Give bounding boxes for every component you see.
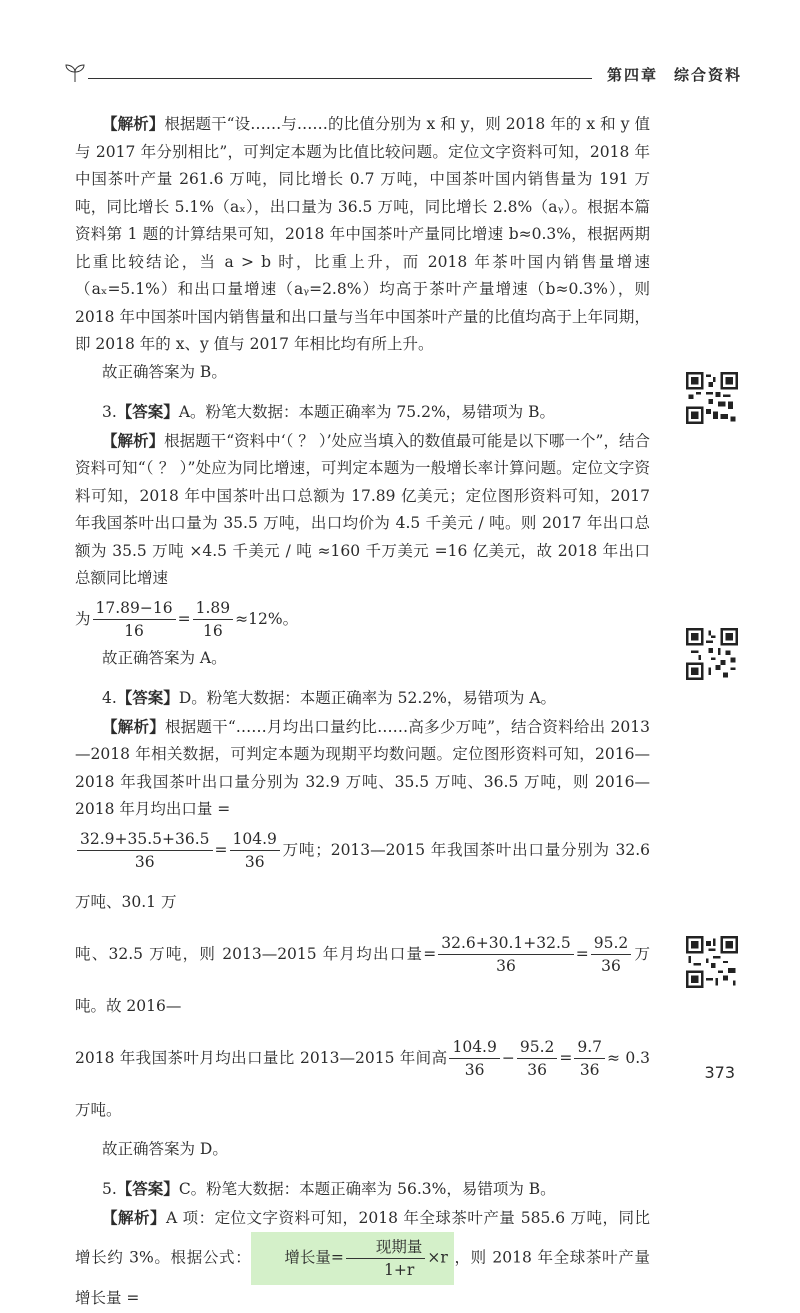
q2-answer: 故正确答案为 B。 [102,362,227,381]
answer-tag: 【答案】 [116,688,179,707]
fraction: $\frac{104.9}{36}$ [449,1036,499,1081]
q3-formula-line: 为 $\frac{17.89-16}{16}$ = $\frac{1.89}{16}$ ≈12%。 [75,599,299,640]
chapter-number: 第四章 [606,66,658,84]
qr-code-icon[interactable] [686,372,738,424]
analysis-tag: 【解析】 [102,1207,166,1227]
growth-formula: 增长量= $\frac{\text{现期量}}{1+r}$ ×r [251,1232,453,1285]
q2-analysis-text: 根据题干“设……与……的比值分别为 x 和 y，则 2018 年的 x 和 y 值与 2017 年分别相比”，可判定本题为比值比较问题。定位文字资料可知，2018 年中国茶叶产量 261.6 万吨，同比增长 0.7 万吨，中国茶叶国内销售量为 191 万吨，同比增长 5.1%（aₓ），出口量为 36.5 万吨，同比增长 2.8%（aᵧ）。根据本篇资料第 1 题的计算结果可知，2018 年中国茶叶产量同比增速 b≈0.3%，根据两期比重比较结论，当 a > b 时，比重上升，而 2018 年茶叶国内销售量增速（aₓ=5.1%）和出口量增速（aᵧ=2.8%）均高于茶叶产量增速（b≈0.3%），则 2018 年中国茶叶国内销售量和出口量与当年中国茶叶产量的比值均高于上年同期，即 2018 年的 x、y 值与 2017 年相比均有所上升。 [75,115,650,353]
q4-formula-line-1: $\frac{32.9+35.5+36.5}{36}$ = $\frac{104.9}{36}$ 万吨；2013—2015 年我国茶叶出口量分别为 32.6 万吨、30.1 万 [75,830,650,911]
fraction: $\frac{32.9+35.5+36.5}{36}$ [77,828,213,873]
q5-answer-text: C。粉笔大数据：本题正确率为 56.3%，易错项为 B。 [178,1180,556,1198]
answer-tag: 【答案】 [116,402,179,421]
fraction: $\frac{1.89}{16}$ [193,597,234,642]
fraction: $\frac{9.7}{36}$ [574,1036,605,1081]
chapter-heading [607,64,742,85]
qr-code-icon[interactable] [686,628,738,680]
fraction: $\frac{\text{现期量}}{1+r}$ [346,1236,426,1281]
q4-answer-text: D。粉笔大数据：本题正确率为 52.2%，易错项为 A。 [178,689,557,707]
page-content [75,110,650,1313]
q3-answer-line [75,398,650,427]
q4-analysis [75,713,650,824]
fraction: $\frac{104.9}{36}$ [230,828,280,873]
page-header [62,60,742,90]
q3-analysis [75,427,650,593]
fraction: $\frac{95.2}{36}$ [517,1036,558,1081]
q5-analysis: 【解析】A 项：定位文字资料可知，2018 年全球茶叶产量 585.6 万吨，同比增长约 3%。根据公式： 增长量= $\frac{\text{现期量}}{1+r}$ ×r ，则 2018 年全球茶叶产量增长量 = [75,1207,650,1307]
q4-formula-line-3: 2018 年我国茶叶月均出口量比 2013—2015 年间高 $\frac{104.9}{36}$ − $\frac{95.2}{36}$ = $\frac{9.7}{36}$ ≈ 0.3万吨。 [75,1038,650,1119]
q4-analysis-text: 根据题干“……月均出口量约比……高多少万吨”，结合资料给出 2013—2018 年相关数据，可判定本题为现期平均数问题。定位图形资料可知，2016—2018 年我国茶叶出口量分别为 32.9 万吨、35.5 万吨、36.5 万吨，则 2016—2018 年月均出口量 = [75,717,650,818]
analysis-tag: 【解析】 [102,430,165,450]
q3-analysis-text: 根据题干“资料中‘（ ？ ）’处应当填入的数值最可能是以下哪一个”，结合资料可知“（ ？ ）”处应为同比增速，可判定本题为一般增长率计算问题。定位文字资料可知，2018 年中国茶叶出口总额为 17.89 亿美元；定位图形资料可知，2017 年我国茶叶出口量为 35.5 万吨，出口均价为 4.5 千美元 / 吨。则 2017 年出口总额为 35.5 万吨 ×4.5 千美元 / 吨 ≈160 千万美元 =16 亿美元，故 2018 年出口总额同比增速 [75,431,650,587]
q5-analysis-text: A 项：定位文字资料可知，2018 年全球茶叶产量 585.6 万吨，同比增长约 3%。根据公式： [75,1208,650,1267]
answer-tag: 【答案】 [116,1179,179,1198]
q4-formula-line-2: 吨、32.5 万吨，则 2013—2015 年月均出口量= $\frac{32.6+30.1+32.5}{36}$ = $\frac{95.2}{36}$ 万吨。故 2016— [75,934,650,1015]
q4-answer: 故正确答案为 D。 [102,1139,228,1158]
q3-answer-text: A。粉笔大数据：本题正确率为 75.2%，易错项为 B。 [178,403,555,421]
q2-analysis [75,110,650,359]
leaf-icon [62,60,88,86]
qr-code-icon[interactable] [686,936,738,988]
page-number: 373 [704,1063,735,1082]
fraction: $\frac{17.89-16}{16}$ [93,597,176,642]
q3-number: 3. [102,403,117,421]
analysis-tag: 【解析】 [102,716,165,736]
q4-answer-line [75,684,650,713]
q5-number: 5. [102,1180,117,1198]
header-rule [88,78,592,79]
fraction: $\frac{32.6+30.1+32.5}{36}$ [438,932,574,977]
analysis-tag: 【解析】 [102,114,165,133]
q3-answer: 故正确答案为 A。 [102,648,227,667]
q4-number: 4. [102,689,117,707]
q5-answer-line [75,1175,650,1204]
fraction: $\frac{95.2}{36}$ [591,932,632,977]
chapter-title: 综合资料 [673,66,742,84]
